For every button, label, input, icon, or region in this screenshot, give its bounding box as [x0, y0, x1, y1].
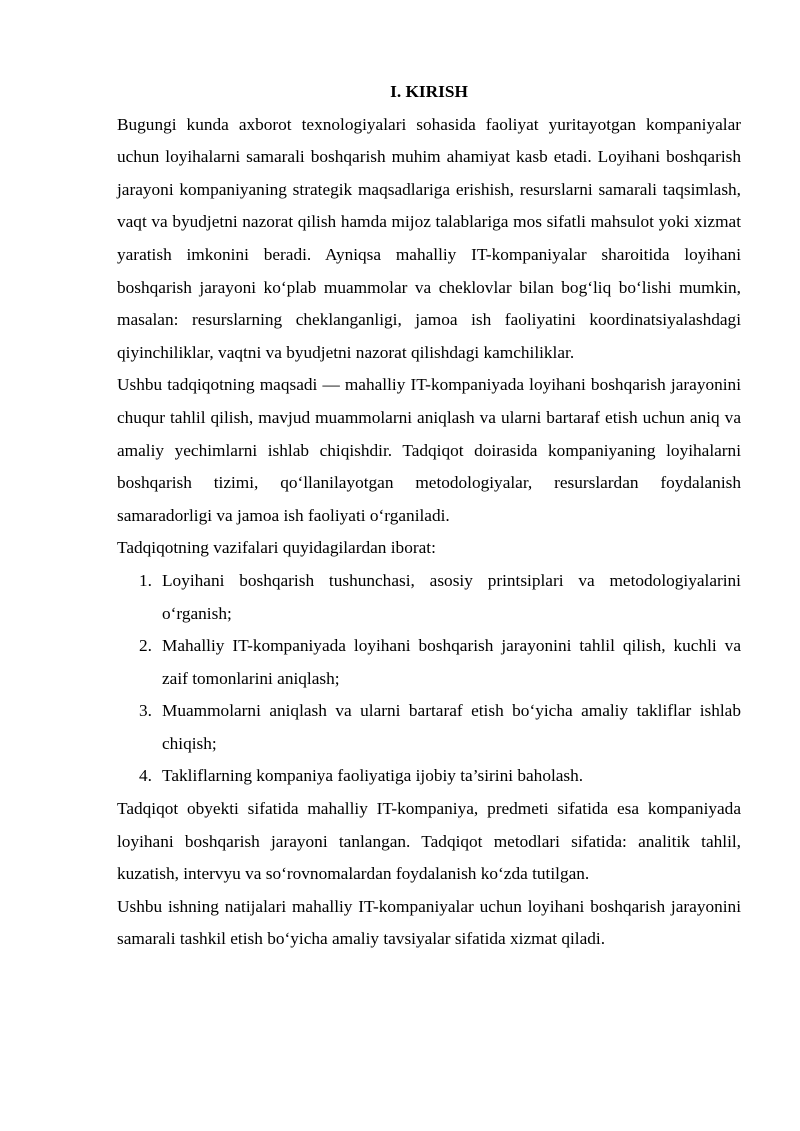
- list-item-number: 4.: [139, 766, 152, 786]
- goal-paragraph: Ushbu tadqiqotning maqsadi — mahalliy IT-kompaniyada loyihani boshqarish jarayonini chuqur tahlil qilish, mavjud muammolarni aniqlash va ularni bartaraf etish uchun aniq va amaliy yechimlarni ishlab chiqishdir. Tadqiqot doirasida kompaniyaning loyihalarni boshqarish tizimi, qo‘llanilayotgan metodologiyalar, resurslardan foydalanish samaradorligi va jamoa ish faoliyati o‘rganiladi.: [117, 375, 741, 525]
- section-heading: I. KIRISH: [390, 82, 468, 101]
- intro-paragraph: Bugungi kunda axborot texnologiyalari sohasida faoliyat yuritayotgan kompaniyalar uchun loyihalarni samarali boshqarish muhim ahamiyat kasb etadi. Loyihani boshqarish jarayoni kompaniyaning strategik maqsadlariga erishish, resurslarni samarali taqsimlash, vaqt va byudjetni nazorat qilish hamda mijoz talablariga mos sifatli mahsulot yoki xizmat yaratish imkonini beradi. Ayniqsa mahalliy IT-kompaniyalar sharoitida loyihani boshqarish jarayoni ko‘plab muammolar va cheklovlar bilan bog‘liq bo‘lishi mumkin, masalan: resurslarning cheklanganligi, jamoa ish faoliyatini koordinatsiyalashdagi qiyinchiliklar, vaqtni va byudjetni nazorat qilishdagi kamchiliklar.: [117, 114, 741, 362]
- list-item-text: Muammolarni aniqlash va ularni bartaraf etish bo‘yicha amaliy takliflar ishlab chiqish;: [162, 701, 741, 753]
- list-item: [117, 565, 741, 630]
- list-item: [117, 760, 741, 793]
- list-item-text: Loyihani boshqarish tushunchasi, asosiy printsiplari va metodologiyalarini o‘rganish;: [162, 570, 741, 623]
- results-paragraph: Ushbu ishning natijalari mahalliy IT-kompaniyalar uchun loyihani boshqarish jarayonini samarali tashkil etish bo‘yicha amaliy tavsiyalar sifatida xizmat qiladi.: [117, 896, 741, 949]
- tasks-intro-paragraph: Tadqiqotning vazifalari quyidagilardan iborat:: [117, 538, 436, 558]
- list-item-number: 1.: [139, 570, 152, 590]
- list-item: [117, 630, 741, 695]
- list-item-number: 3.: [139, 701, 152, 721]
- list-item: [117, 695, 741, 760]
- list-item-number: 2.: [139, 636, 152, 656]
- list-item-text: Takliflarning kompaniya faoliyatiga ijobiy ta’sirini baholash.: [162, 766, 584, 786]
- list-item-text: Mahalliy IT-kompaniyada loyihani boshqarish jarayonini tahlil qilish, kuchli va zaif tomonlarini aniqlash;: [162, 636, 741, 688]
- document-page: [117, 76, 741, 956]
- tasks-list: [117, 565, 741, 793]
- object-method-paragraph: Tadqiqot obyekti sifatida mahalliy IT-kompaniya, predmeti sifatida esa kompaniyada loyihani boshqarish jarayoni tanlangan. Tadqiqot metodlari sifatida: analitik tahlil, kuzatish, intervyu va so‘rovnomalardan foydalanish ko‘zda tutilgan.: [117, 799, 741, 884]
